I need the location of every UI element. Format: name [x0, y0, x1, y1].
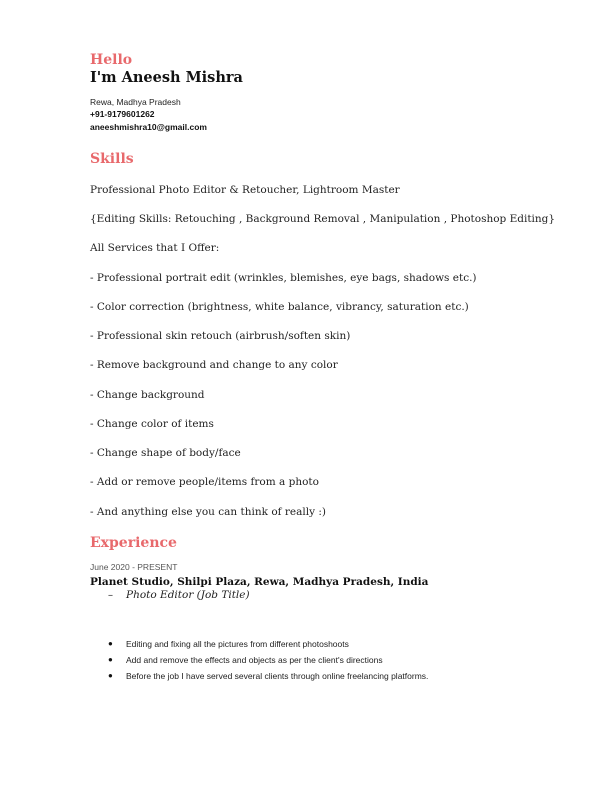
bullet-icon: ●: [108, 671, 113, 680]
skills-line: - Color correction (brightness, white balance, vibrancy, saturation etc.): [90, 301, 469, 313]
skills-line: {Editing Skills: Retouching , Background Removal , Manipulation , Photoshop Editing}: [90, 213, 556, 225]
skills-line: Professional Photo Editor & Retoucher, Lightroom Master: [90, 184, 400, 196]
company: Planet Studio, Shilpi Plaza, Rewa, Madhya Pradesh, India: [90, 576, 429, 588]
bullet-icon: ●: [108, 639, 113, 648]
experience-bullet: Add and remove the effects and objects as per the client's directions: [126, 655, 383, 665]
skills-line: - Professional skin retouch (airbrush/soften skin): [90, 330, 351, 342]
email: aneeshmishra10@gmail.com: [90, 122, 207, 132]
skills-line: - And anything else you can think of really :): [90, 506, 326, 518]
experience-bullet: Editing and fixing all the pictures from different photoshoots: [126, 639, 349, 649]
skills-line: - Change color of items: [90, 418, 214, 430]
skills-line: All Services that I Offer:: [90, 242, 220, 254]
skills-line: - Remove background and change to any color: [90, 359, 338, 371]
job-date: June 2020 - PRESENT: [90, 562, 178, 572]
person-name: I'm Aneesh Mishra: [90, 69, 243, 86]
skills-line: - Professional portrait edit (wrinkles, blemishes, eye bags, shadows etc.): [90, 272, 477, 284]
title-dash: –: [108, 590, 113, 601]
phone: +91-9179601262: [90, 109, 155, 119]
greeting: Hello: [90, 52, 133, 68]
skills-line: - Change shape of body/face: [90, 447, 241, 459]
experience-bullet: Before the job I have served several clients through online freelancing platforms.: [126, 671, 429, 681]
bullet-icon: ●: [108, 655, 113, 664]
skills-heading: Skills: [90, 151, 134, 167]
experience-heading: Experience: [90, 535, 177, 551]
job-title: Photo Editor (Job Title): [126, 589, 250, 601]
skills-line: - Change background: [90, 389, 205, 401]
address: Rewa, Madhya Pradesh: [90, 97, 181, 107]
skills-line: - Add or remove people/items from a photo: [90, 476, 319, 488]
